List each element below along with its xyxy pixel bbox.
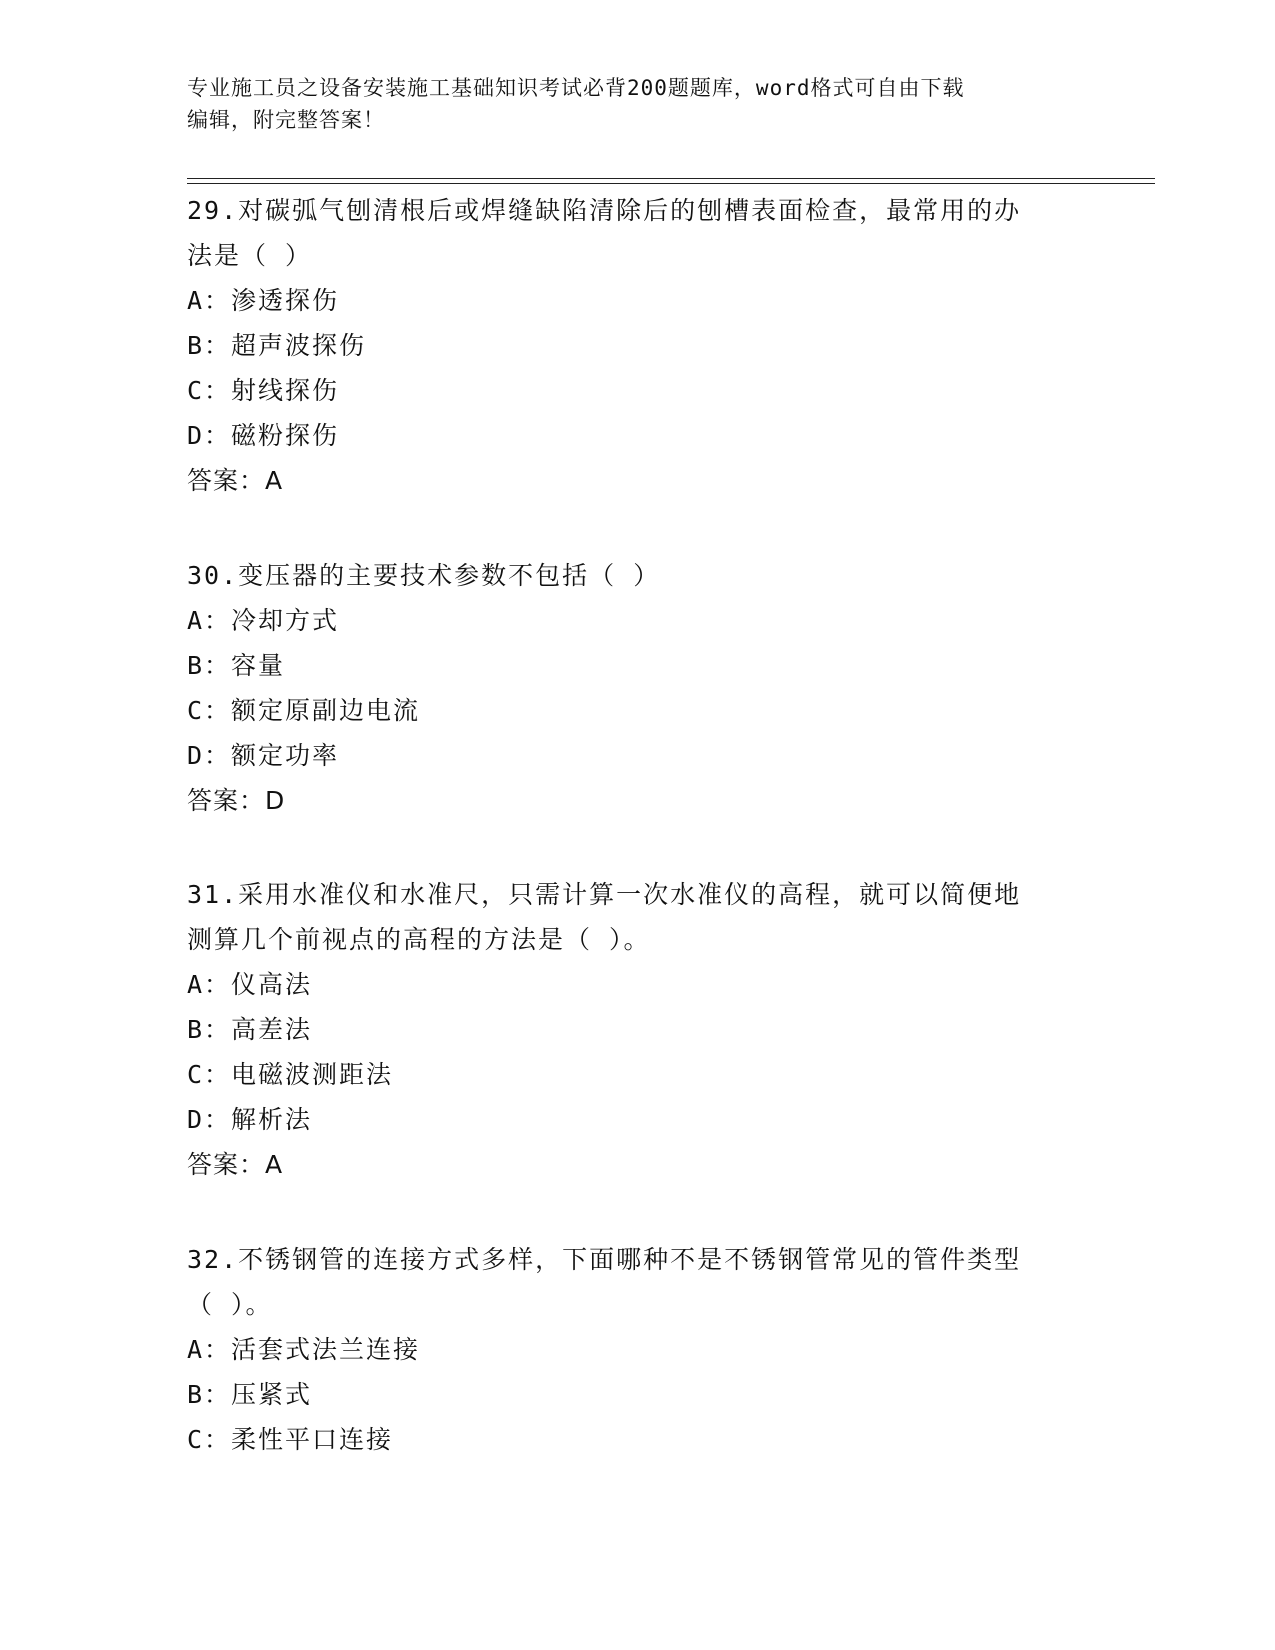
option-key: B： [187, 1380, 232, 1409]
option-d [187, 1097, 1087, 1142]
header-divider-top [187, 178, 1155, 179]
header-divider-bottom [187, 183, 1155, 184]
option-text: 压紧式 [231, 1380, 313, 1409]
question-stem [187, 872, 1087, 962]
option-b [187, 323, 1087, 368]
option-c [187, 1417, 1087, 1462]
answer-line: 答案：A [187, 466, 284, 495]
header-line-1: 专业施工员之设备安装施工基础知识考试必背200题题库，word格式可自由下载 [187, 76, 965, 100]
option-key: A： [187, 286, 232, 315]
option-b [187, 1372, 1087, 1417]
option-a [187, 598, 1087, 643]
option-d [187, 413, 1087, 458]
stem-line: 法是（ ） [187, 241, 313, 270]
answer-line: 答案：D [187, 786, 286, 815]
option-key: C： [187, 696, 232, 725]
option-text: 冷却方式 [231, 606, 340, 635]
option-key: D： [187, 1105, 232, 1134]
option-key: A： [187, 606, 232, 635]
answer-line: 答案：A [187, 1150, 284, 1179]
option-text: 渗透探伤 [231, 286, 340, 315]
option-text: 磁粉探伤 [231, 421, 340, 450]
document-header [187, 72, 1087, 136]
option-text: 活套式法兰连接 [231, 1335, 421, 1364]
option-text: 解析法 [231, 1105, 313, 1134]
option-b [187, 643, 1087, 688]
question-31 [187, 872, 1087, 1187]
option-text: 电磁波测距法 [231, 1060, 394, 1089]
stem-line: （ ）。 [187, 1290, 273, 1319]
option-text: 仪高法 [231, 970, 313, 999]
option-key: D： [187, 741, 232, 770]
option-key: B： [187, 651, 232, 680]
option-key: C： [187, 1425, 232, 1454]
option-text: 超声波探伤 [231, 331, 367, 360]
option-c [187, 688, 1087, 733]
question-30 [187, 553, 1087, 823]
stem-line: 30.变压器的主要技术参数不包括（ ） [187, 561, 661, 590]
option-key: D： [187, 421, 232, 450]
option-a [187, 962, 1087, 1007]
stem-line: 测算几个前视点的高程的方法是（ ）。 [187, 925, 651, 954]
option-text: 高差法 [231, 1015, 313, 1044]
question-29 [187, 188, 1087, 503]
question-32 [187, 1237, 1087, 1462]
option-c [187, 368, 1087, 413]
question-stem [187, 553, 1087, 598]
option-text: 容量 [231, 651, 286, 680]
option-text: 额定原副边电流 [231, 696, 421, 725]
option-a [187, 1327, 1087, 1372]
option-text: 柔性平口连接 [231, 1425, 394, 1454]
question-stem [187, 1237, 1087, 1327]
option-key: B： [187, 1015, 232, 1044]
option-c [187, 1052, 1087, 1097]
option-key: B： [187, 331, 232, 360]
option-key: A： [187, 1335, 232, 1364]
stem-line: 32.不锈钢管的连接方式多样，下面哪种不是不锈钢管常见的管件类型 [187, 1245, 1022, 1274]
option-d [187, 733, 1087, 778]
header-line-2: 编辑，附完整答案！ [187, 108, 385, 132]
option-key: C： [187, 1060, 232, 1089]
option-b [187, 1007, 1087, 1052]
stem-line: 31.采用水准仪和水准尺，只需计算一次水准仪的高程，就可以简便地 [187, 880, 1022, 909]
stem-line: 29.对碳弧气刨清根后或焊缝缺陷清除后的刨槽表面检查，最常用的办 [187, 196, 1022, 225]
option-key: C： [187, 376, 232, 405]
option-text: 射线探伤 [231, 376, 340, 405]
option-key: A： [187, 970, 232, 999]
option-text: 额定功率 [231, 741, 340, 770]
option-a [187, 278, 1087, 323]
question-stem [187, 188, 1087, 278]
